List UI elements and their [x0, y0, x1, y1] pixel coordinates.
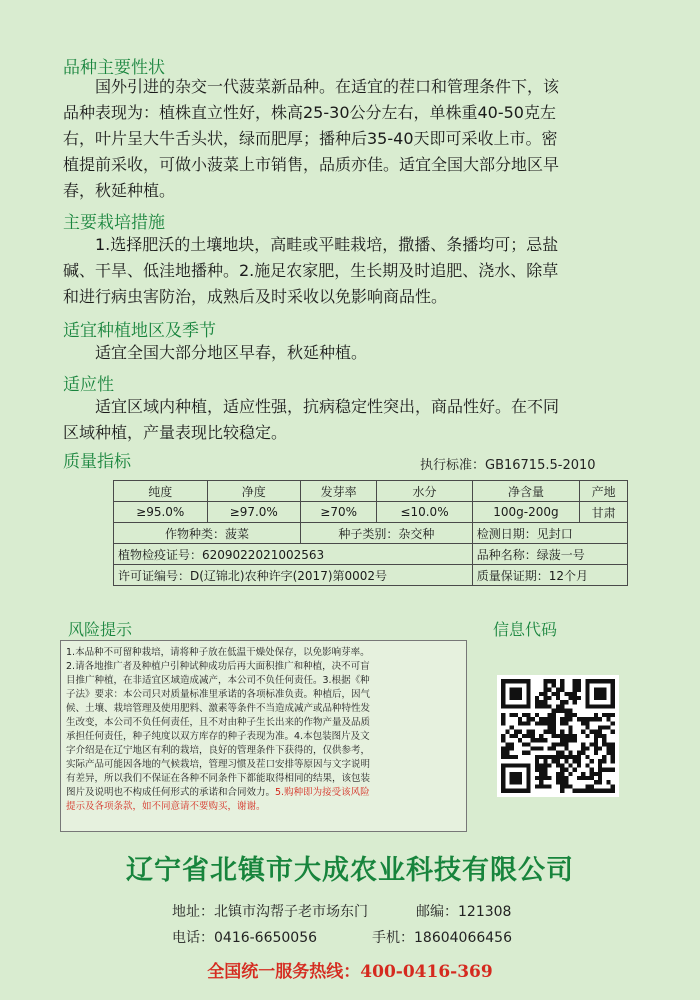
license-cell: 许可证编号：D(辽锦北)农种许字(2017)第0002号 [114, 565, 473, 586]
header-cell: 产地 [580, 481, 628, 502]
mobile-label: 手机：18604066456 [372, 930, 512, 946]
address-label: 地址：北镇市沟帮子老市场东门 [172, 904, 368, 920]
risk-line: 2.请各地推广者及种植户引种试种成功后再大面积推广和种植，决不可盲 [66, 661, 370, 672]
risk-text [66, 646, 464, 814]
section-title-adaptability: 适应性 [63, 375, 114, 395]
header-cell: 发芽率 [301, 481, 377, 502]
header-cell: 净含量 [472, 481, 579, 502]
risk-line: 1.本品种不可留种栽培，请将种子放在低温干燥处保存，以免影响芽率。 [66, 647, 370, 658]
phone-label: 电话：0416-6650056 [172, 930, 318, 946]
text-line: 碱、干旱、低洼地播种。2.施足农家肥，生长期及时追肥、浇水、除草 [63, 261, 559, 280]
risk-line: 子法》要求：本公司只对质量标准里承诺的各项标准负责。种植后，因气 [66, 689, 371, 700]
value-cell: 100g-200g [472, 502, 579, 523]
value-cell: ≥70% [301, 502, 377, 523]
value-cell: ≥97.0% [207, 502, 301, 523]
text-line: 春，秋延种植。 [63, 181, 176, 200]
crop-type-cell: 作物种类：菠菜 [114, 523, 301, 544]
risk-line: 承担任何责任，种子纯度以双方库存的种子表现为准。4.本包装图片及文 [66, 731, 370, 742]
info-code-title: 信息代码 [493, 620, 558, 639]
section-title-quality: 质量指标 [63, 452, 131, 472]
text-line: 适宜区域内种植，适应性强，抗病稳定性突出，商品性好。在不同 [95, 397, 560, 416]
value-cell: 甘肃 [580, 502, 628, 523]
header-cell: 纯度 [114, 481, 208, 502]
table-row [114, 523, 628, 544]
text-line: 品种表现为：植株直立性好，株高25-30公分左右，单株重40-50克左 [63, 103, 556, 122]
adaptability-paragraph [63, 394, 645, 446]
variety-name-cell: 品种名称：绿菠一号 [472, 544, 627, 565]
warranty-cell: 质量保证期：12个月 [472, 565, 627, 586]
cultivation-paragraph [63, 232, 645, 310]
quality-table [113, 480, 628, 586]
risk-line [66, 786, 464, 800]
text-line: 区域种植，产量表现比较稳定。 [63, 423, 288, 442]
text-line: 右，叶片呈大牛舌头状，绿而肥厚；播种后35-40天即可采收上市。密 [63, 129, 558, 148]
risk-line: 有差异，所以我们不保证在各种不同条件下都能取得相同的结果，该包装 [66, 773, 371, 784]
table-row [114, 565, 628, 586]
risk-line: 字介绍是在辽宁地区有利的栽培，良好的管理条件下获得的，仅供参考， [66, 745, 371, 756]
risk-title: 风险提示 [68, 620, 133, 639]
table-row [114, 502, 628, 523]
risk-line: 生改变，本公司不负任何责任，且不对由种子生长出来的作物产量及品质 [66, 717, 371, 728]
text-line: 1.选择肥沃的土壤地块，高畦或平畦栽培，撒播、条播均可；忌盐 [95, 235, 559, 254]
header-cell: 水分 [377, 481, 472, 502]
risk-warning-line: 提示及各项条款，如不同意请不要购买，谢谢。 [66, 801, 266, 812]
text-line: 和进行病虫害防治，成熟后及时采收以免影响商品性。 [63, 287, 448, 306]
risk-line-text: 图片及说明也不构成任何形式的承诺和合同效力。 [66, 787, 276, 798]
value-cell: ≤10.0% [377, 502, 472, 523]
text-line: 适宜全国大部分地区早春，秋延种植。 [95, 343, 368, 362]
service-hotline: 全国统一服务热线：400-0416-369 [207, 962, 493, 982]
text-line: 国外引进的杂交一代菠菜新品种。在适宜的茬口和管理条件下，该 [95, 77, 560, 96]
table-row [114, 481, 628, 502]
section-title-cultivation: 主要栽培措施 [63, 213, 165, 233]
section-title-traits: 品种主要性状 [63, 58, 165, 78]
value-cell: ≥95.0% [114, 502, 208, 523]
test-date-cell: 检测日期：见封口 [472, 523, 627, 544]
risk-line: 实际产品可能因各地的气候栽培，管理习惯及茬口安排等原因与文字说明 [66, 759, 371, 770]
seed-category-cell: 种子类别：杂交种 [301, 523, 473, 544]
risk-warning-inline: 5.购种即为接受该风险 [275, 787, 370, 798]
qr-code-icon [497, 675, 619, 797]
quarantine-cell: 植物检疫证号：6209022021002563 [114, 544, 473, 565]
risk-line: 候、土壤、栽培管理及使用肥料、激素等条件不当造成减产或品种特性发 [66, 703, 371, 714]
table-row [114, 544, 628, 565]
standard-label: 执行标准：GB16715.5-2010 [420, 458, 596, 473]
text-line: 植提前采收，可做小菠菜上市销售，品质亦佳。适宜全国大部分地区早 [63, 155, 560, 174]
traits-paragraph [63, 74, 645, 204]
risk-line: 目推广种植，在非适宜区域造成减产，本公司不负任何责任。3.根据《种 [66, 675, 370, 686]
postcode-label: 邮编：121308 [416, 904, 512, 920]
company-name: 辽宁省北镇市大成农业科技有限公司 [126, 855, 574, 886]
header-cell: 净度 [207, 481, 301, 502]
region-paragraph [63, 340, 645, 366]
section-title-region: 适宜种植地区及季节 [63, 321, 216, 341]
